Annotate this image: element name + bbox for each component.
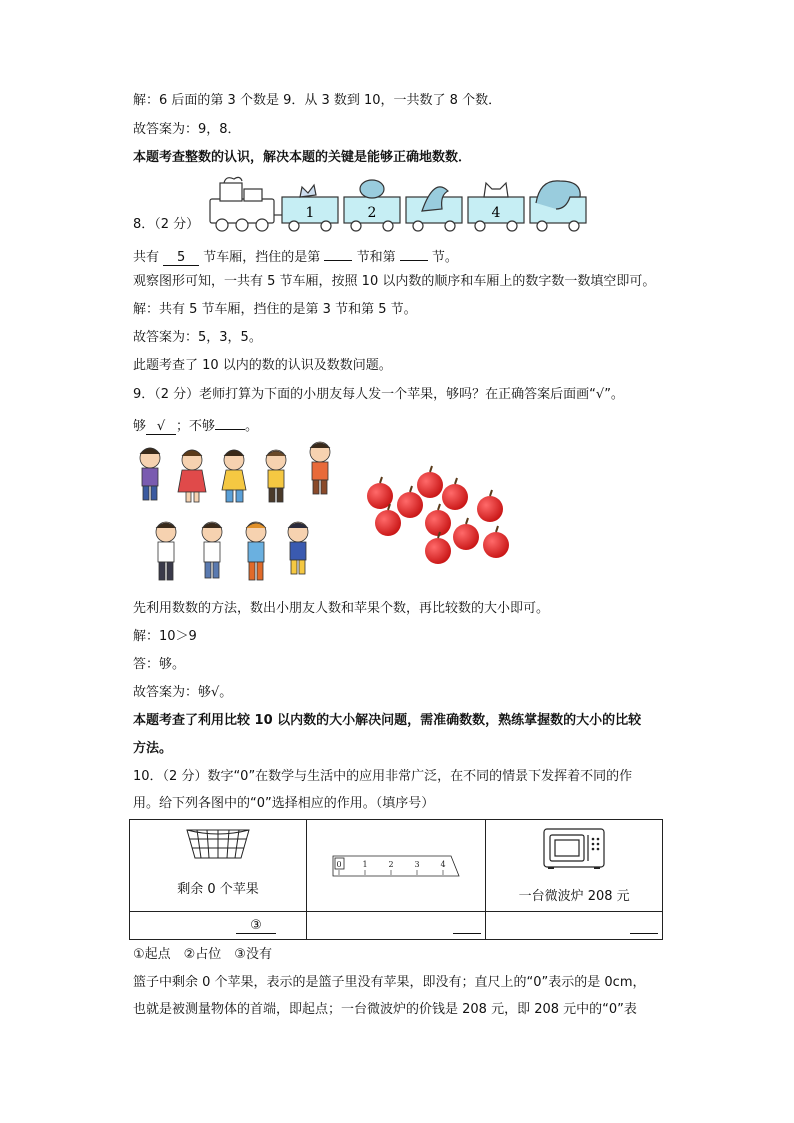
- q9-comment-1: 本题考查了利用比较 10 以内数的大小解决问题，需准确数数，熟练掌握数的大小的比较: [133, 713, 642, 728]
- q9-notenough-blank[interactable]: [215, 414, 245, 430]
- child-figure: [202, 522, 222, 578]
- train-number: 4: [491, 205, 501, 221]
- apple: [453, 518, 479, 550]
- q8-solution: 解：共有 5 节车厢，挡住的是第 3 节和第 5 节。: [133, 302, 417, 317]
- q7-solution: 解：6 后面的第 3 个数是 9．从 3 数到 10，一共数了 8 个数．: [133, 93, 502, 108]
- apple: [442, 478, 468, 510]
- q9-comment-2: 方法。: [133, 741, 173, 756]
- q8-hint: 观察图形可知，一共有 5 节车厢，按照 10 以内数的顺序和车厢上的数字数一数填空即可。: [133, 274, 656, 289]
- apple: [425, 504, 451, 536]
- child-figure: [140, 448, 160, 500]
- ruler-tick-label: 1: [362, 859, 368, 869]
- q9-enough-label: 够: [133, 419, 147, 434]
- q10-question-1: 10．（2 分）数字“0”在数学与生活中的应用非常广泛，在不同的情景下发挥着不同的作: [133, 769, 633, 784]
- q9-options: [133, 414, 258, 436]
- q8-blank2[interactable]: [324, 245, 352, 261]
- q8-mid2: 节和第: [356, 250, 396, 265]
- q9-solution: 解：10＞9: [133, 629, 197, 644]
- q10-caption-basket: 剩余 0 个苹果: [177, 882, 259, 897]
- q10-answer-blank-1[interactable]: ③: [236, 918, 276, 934]
- q10-caption-microwave: 一台微波炉 208 元: [518, 889, 630, 904]
- q8-blank3[interactable]: [400, 245, 428, 261]
- ruler-tick-label: 0: [336, 859, 342, 869]
- child-figure: [310, 442, 330, 494]
- q10-options: ①起点 ②占位 ③没有: [133, 947, 272, 962]
- child-figure: [156, 522, 176, 580]
- ruler-tick-label: 2: [388, 859, 394, 869]
- children-illustration: [130, 440, 340, 590]
- q8-mid1: 节车厢，挡住的是第: [203, 250, 321, 265]
- q10-cell-basket: [130, 820, 307, 912]
- q10-cell-microwave: [486, 820, 663, 912]
- q10-answer-blank-3[interactable]: [630, 919, 658, 934]
- train-number: 1: [305, 205, 315, 221]
- apple: [483, 526, 509, 558]
- q10-question-2: 用。给下列各图中的“0”选择相应的作用。（填序号）: [133, 796, 435, 811]
- child-figure: [246, 522, 266, 580]
- basket-icon: [183, 824, 253, 864]
- ruler-icon: [331, 853, 461, 879]
- q10-explain-1: 篮子中剩余 0 个苹果，表示的是篮子里没有苹果，即没有；直尺上的“0”表示的是 0cm，: [133, 975, 646, 990]
- q7-comment: 本题考查整数的认识，解决本题的关键是能够正确地数数．: [133, 150, 472, 165]
- ruler-tick-label: 4: [440, 859, 446, 869]
- train-car-3: [406, 187, 462, 231]
- q10-answer-cell-2: [307, 912, 486, 940]
- child-figure: [222, 450, 246, 502]
- q8-blank1[interactable]: 5: [163, 250, 199, 266]
- q8-question: [133, 245, 458, 267]
- apple: [425, 532, 451, 564]
- q9-answer: 故答案为：够√。: [133, 685, 233, 700]
- q8-end: 节。: [431, 250, 458, 265]
- q8-answer: 故答案为：5，3，5。: [133, 330, 262, 345]
- q9-enough-blank[interactable]: √: [146, 419, 176, 435]
- train-illustration: [204, 175, 604, 233]
- q7-answer: 故答案为：9，8．: [133, 122, 241, 137]
- child-figure: [288, 522, 308, 574]
- q8-number: 8．（2 分）: [133, 217, 200, 232]
- q9-end: 。: [245, 419, 259, 434]
- apples-illustration: [362, 465, 518, 571]
- q9-hint: 先利用数数的方法，数出小朋友人数和苹果个数，再比较数的大小即可。: [133, 601, 550, 616]
- q9-sep: ；不够: [176, 419, 216, 434]
- microwave-icon: [542, 827, 606, 871]
- train-number: 2: [367, 205, 377, 221]
- q10-answer-cell-1: [130, 912, 307, 940]
- q10-cell-ruler: [307, 820, 486, 912]
- q8-comment: 此题考查了 10 以内的数的认识及数数问题。: [133, 358, 392, 373]
- q9-question: 9．（2 分）老师打算为下面的小朋友每人发一个苹果，够吗？在正确答案后面画“√”。: [133, 387, 624, 402]
- train-car-5: [530, 181, 586, 231]
- apple: [417, 466, 443, 498]
- q10-table: [129, 819, 663, 940]
- q10-answer-cell-3: [486, 912, 663, 940]
- child-figure: [178, 450, 206, 502]
- apple: [477, 490, 503, 522]
- q10-answer-blank-2[interactable]: [453, 919, 481, 934]
- q8-prefix: 共有: [133, 250, 160, 265]
- q10-explain-2: 也就是被测量物体的首端，即起点；一台微波炉的价钱是 208 元，即 208 元中的“0”表: [133, 1002, 637, 1017]
- ruler-tick-label: 3: [414, 859, 420, 869]
- child-figure: [266, 450, 286, 502]
- q9-reply: 答：够。: [133, 657, 186, 672]
